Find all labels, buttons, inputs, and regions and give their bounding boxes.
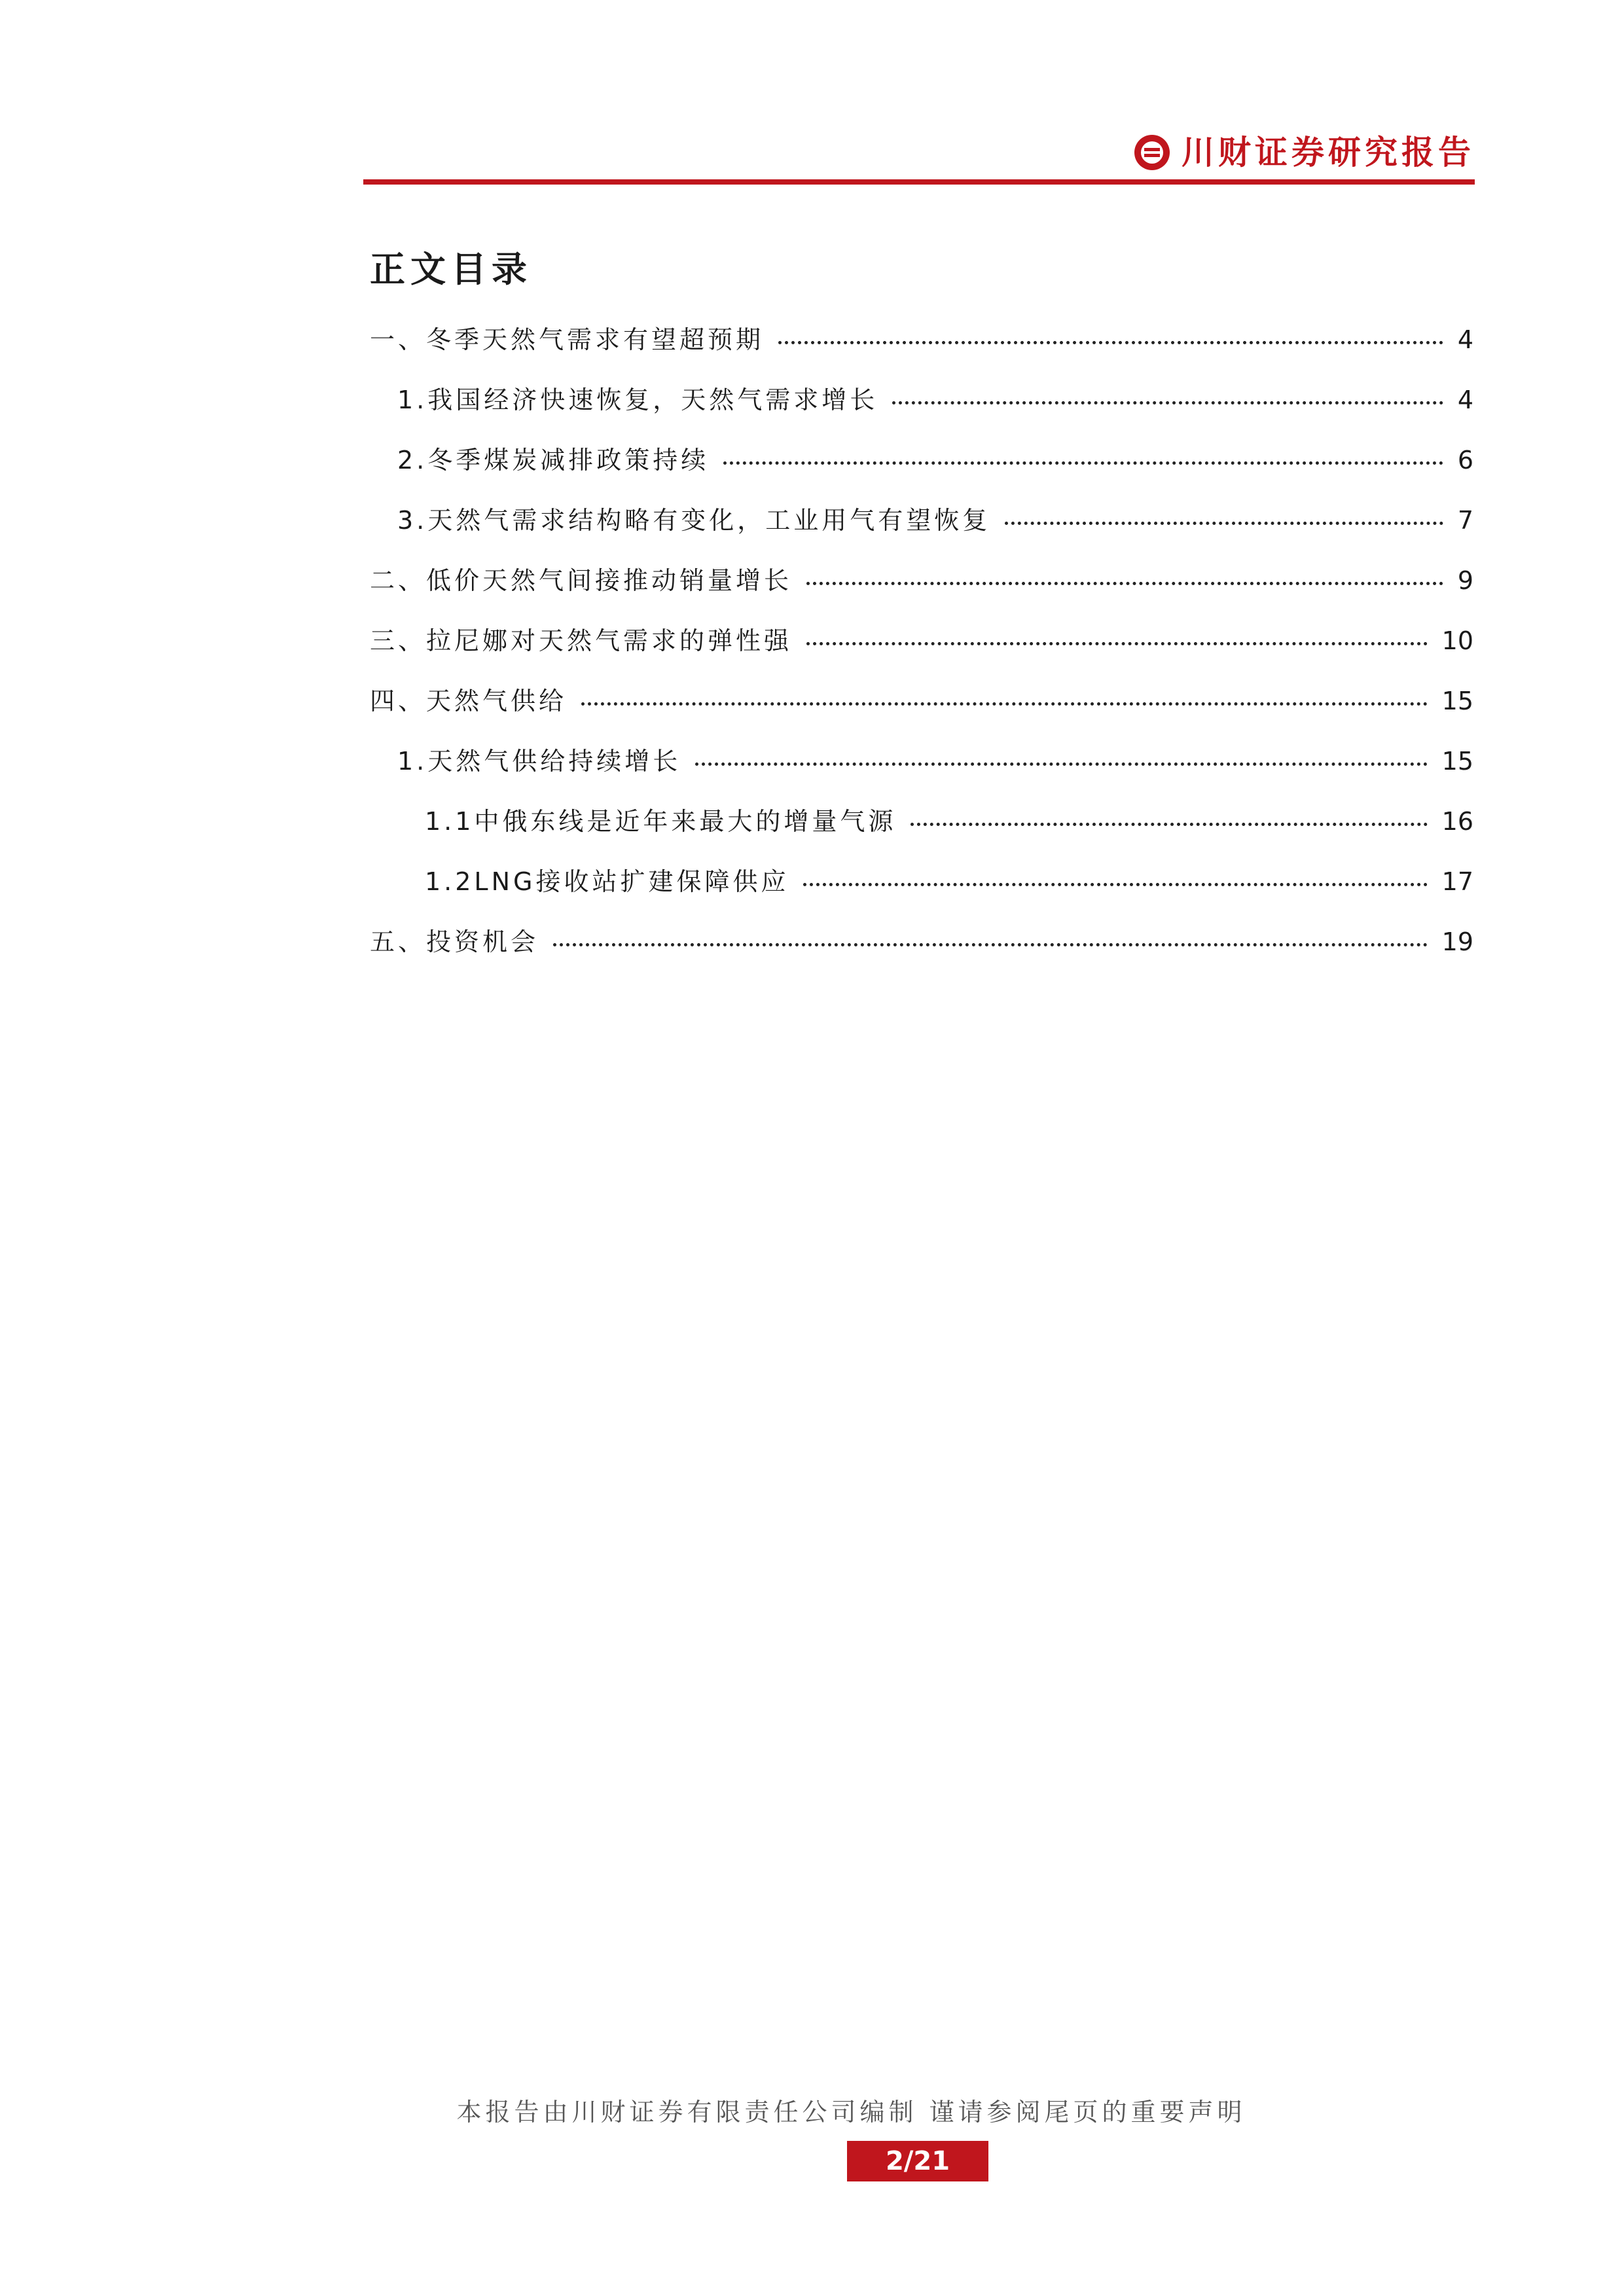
toc-entry-page: 6 — [1457, 446, 1473, 475]
toc-entry[interactable] — [370, 380, 1473, 440]
toc-entry[interactable] — [370, 801, 1473, 861]
toc-entry-label: 1.我国经济快速恢复，天然气需求增长 — [397, 386, 878, 414]
toc-entry[interactable] — [370, 500, 1473, 560]
page-number-badge: 2/21 — [847, 2141, 988, 2181]
toc-title: 正文目录 — [370, 248, 532, 290]
toc-entry[interactable] — [370, 319, 1473, 380]
toc-entry[interactable] — [370, 741, 1473, 801]
toc-entry-page: 15 — [1441, 687, 1473, 715]
toc-entry-label: 一、冬季天然气需求有望超预期 — [370, 325, 765, 354]
toc-entry-page: 7 — [1457, 506, 1473, 535]
toc-entry-page: 4 — [1457, 325, 1473, 354]
toc-entry-page: 4 — [1457, 386, 1473, 414]
toc-dot-leader — [803, 883, 1427, 886]
toc-entry-page: 9 — [1457, 566, 1473, 595]
toc-entry-page: 17 — [1441, 867, 1473, 896]
header-rule — [363, 179, 1475, 185]
toc-entry-label: 1.天然气供给持续增长 — [397, 747, 681, 776]
toc-entry-label: 二、低价天然气间接推动销量增长 — [370, 566, 793, 595]
toc-dot-leader — [892, 401, 1443, 404]
toc-dot-leader — [581, 702, 1428, 706]
table-of-contents — [370, 319, 1473, 982]
toc-dot-leader — [806, 582, 1443, 585]
toc-entry[interactable] — [370, 560, 1473, 620]
toc-dot-leader — [695, 762, 1427, 766]
toc-entry-label: 1.1中俄东线是近年来最大的增量气源 — [425, 807, 897, 836]
toc-dot-leader — [911, 823, 1427, 826]
toc-entry[interactable] — [370, 681, 1473, 741]
toc-entry-page: 10 — [1441, 626, 1473, 655]
toc-entry-page: 19 — [1441, 927, 1473, 956]
toc-dot-leader — [553, 943, 1428, 946]
toc-entry-label: 3.天然气需求结构略有变化，工业用气有望恢复 — [397, 506, 991, 535]
toc-entry[interactable] — [370, 620, 1473, 681]
toc-entry-page: 16 — [1441, 807, 1473, 836]
toc-entry-label: 2.冬季煤炭减排政策持续 — [397, 446, 710, 475]
toc-dot-leader — [806, 642, 1428, 645]
toc-entry-label: 五、投资机会 — [370, 927, 539, 956]
toc-entry-page: 15 — [1441, 747, 1473, 776]
toc-entry-label: 1.2LNG接收站扩建保障供应 — [425, 867, 789, 896]
toc-dot-leader — [1005, 522, 1443, 525]
toc-entry[interactable] — [370, 440, 1473, 500]
brand-name: 川财证券研究报告 — [1182, 133, 1475, 171]
page-header — [363, 128, 1475, 185]
brand — [1133, 134, 1475, 171]
toc-entry[interactable] — [370, 922, 1473, 982]
toc-entry-label: 三、拉尼娜对天然气需求的弹性强 — [370, 626, 793, 655]
toc-dot-leader — [723, 461, 1443, 465]
chuancai-logo-icon — [1133, 134, 1171, 171]
footer-disclaimer: 本报告由川财证券有限责任公司编制 谨请参阅尾页的重要声明 — [456, 2098, 1246, 2126]
toc-entry[interactable] — [370, 861, 1473, 922]
toc-entry-label: 四、天然气供给 — [370, 687, 568, 715]
toc-dot-leader — [778, 341, 1443, 344]
